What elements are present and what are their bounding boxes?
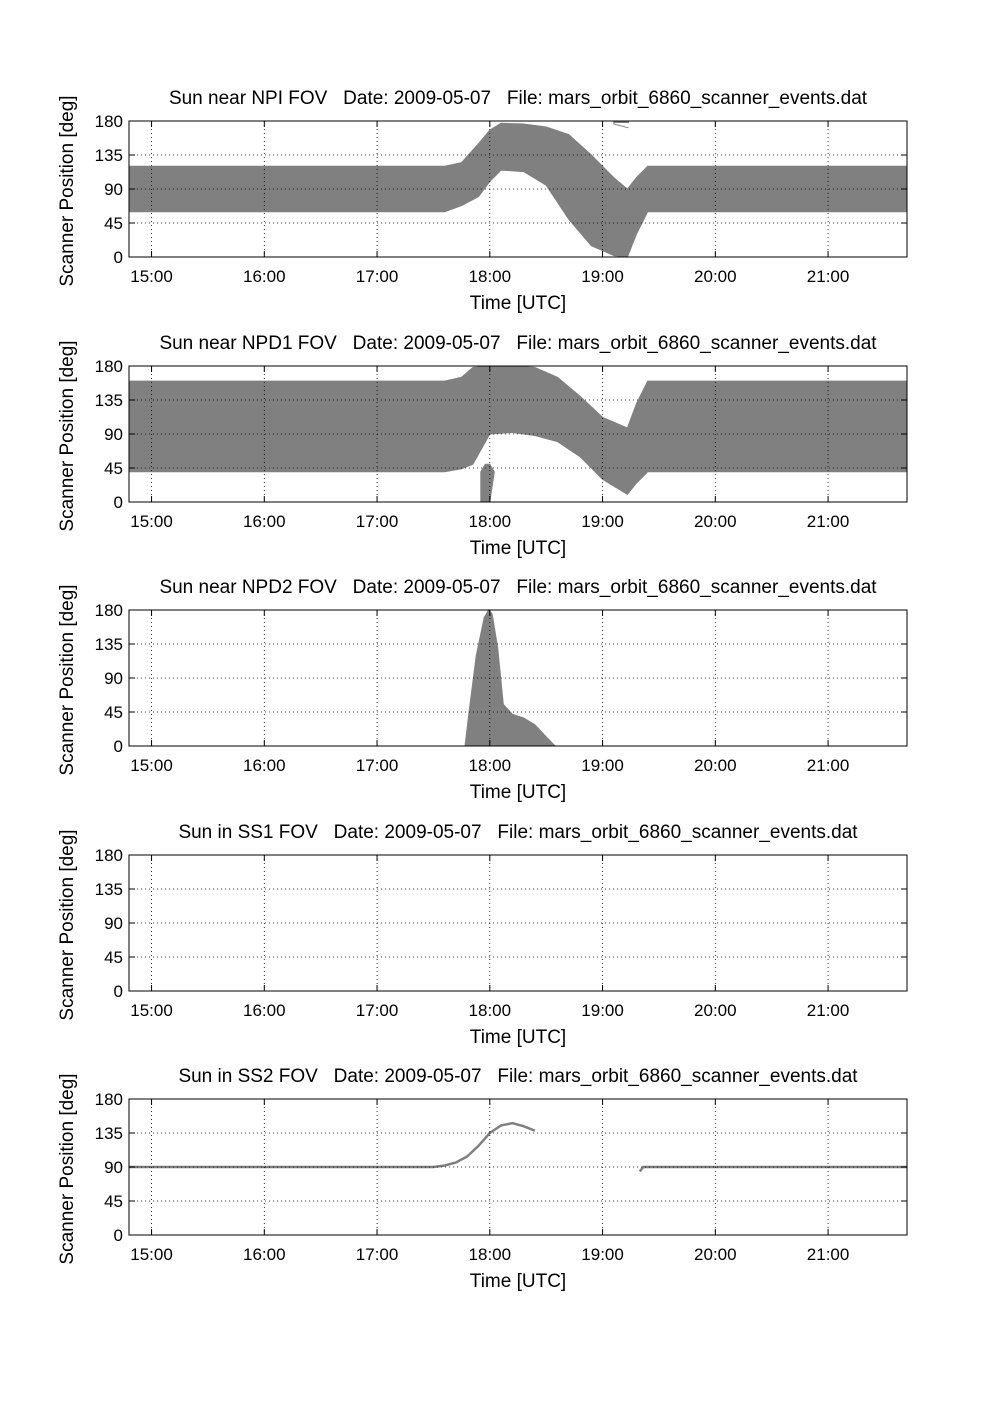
x-tick-label: 16:00 xyxy=(243,1001,286,1020)
x-tick-label: 18:00 xyxy=(468,1001,512,1020)
x-tick-label: 15:00 xyxy=(130,1245,173,1264)
y-tick-label: 45 xyxy=(104,214,123,233)
y-tick-label: 0 xyxy=(113,1226,123,1245)
x-tick-label: 17:00 xyxy=(355,756,399,775)
x-tick-label: 17:00 xyxy=(355,267,399,286)
y-tick-label: 45 xyxy=(104,1192,123,1211)
x-tick-label: 18:00 xyxy=(468,267,512,286)
y-axis-label: Scanner Position [deg] xyxy=(57,340,78,532)
y-tick-label: 0 xyxy=(113,982,123,1001)
x-tick-label: 16:00 xyxy=(243,1245,286,1264)
chart-title: Sun in SS1 FOV Date: 2009-05-07 File: mars_orbit_6860_scanner_events.dat xyxy=(178,822,858,843)
x-tick-label: 17:00 xyxy=(355,1001,399,1020)
x-tick-label: 20:00 xyxy=(694,512,737,531)
x-tick-label: 15:00 xyxy=(130,512,173,531)
x-tick-label: 21:00 xyxy=(806,512,850,531)
chart-panel-2 xyxy=(57,333,907,559)
chart-panel-3 xyxy=(57,577,907,803)
x-tick-label: 16:00 xyxy=(243,267,286,286)
y-tick-label: 135 xyxy=(94,146,123,165)
x-axis-label: Time [UTC] xyxy=(469,782,567,803)
y-tick-label: 0 xyxy=(113,493,123,512)
x-tick-label: 18:00 xyxy=(468,756,512,775)
x-tick-label: 21:00 xyxy=(806,267,850,286)
x-tick-label: 20:00 xyxy=(694,1001,737,1020)
x-tick-label: 21:00 xyxy=(806,1245,850,1264)
y-tick-label: 180 xyxy=(94,1090,123,1109)
y-tick-label: 45 xyxy=(104,459,123,478)
x-axis-label: Time [UTC] xyxy=(469,1271,567,1292)
chart-title: Sun in SS2 FOV Date: 2009-05-07 File: mars_orbit_6860_scanner_events.dat xyxy=(178,1066,858,1087)
chart-title: Sun near NPD2 FOV Date: 2009-05-07 File: mars_orbit_6860_scanner_events.dat xyxy=(159,577,877,598)
y-tick-label: 90 xyxy=(104,914,123,933)
x-tick-label: 17:00 xyxy=(355,1245,399,1264)
x-tick-label: 16:00 xyxy=(243,756,286,775)
chart-panel-4 xyxy=(57,822,907,1048)
chart-title: Sun near NPI FOV Date: 2009-05-07 File: mars_orbit_6860_scanner_events.dat xyxy=(168,88,868,109)
x-axis-label: Time [UTC] xyxy=(469,1027,567,1048)
y-tick-label: 90 xyxy=(104,1158,123,1177)
x-tick-label: 16:00 xyxy=(243,512,286,531)
y-tick-label: 45 xyxy=(104,948,123,967)
y-tick-label: 45 xyxy=(104,703,123,722)
x-tick-label: 19:00 xyxy=(581,267,624,286)
y-axis-label: Scanner Position [deg] xyxy=(57,95,78,287)
y-tick-label: 135 xyxy=(94,880,123,899)
y-tick-label: 90 xyxy=(104,669,123,688)
x-axis-label: Time [UTC] xyxy=(469,538,567,559)
y-tick-label: 180 xyxy=(94,601,123,620)
x-tick-label: 19:00 xyxy=(581,1245,624,1264)
y-axis-label: Scanner Position [deg] xyxy=(57,584,78,776)
x-tick-label: 18:00 xyxy=(468,512,512,531)
x-tick-label: 15:00 xyxy=(130,267,173,286)
y-tick-label: 90 xyxy=(104,180,123,199)
y-tick-label: 180 xyxy=(94,846,123,865)
y-tick-label: 135 xyxy=(94,1124,123,1143)
y-tick-label: 135 xyxy=(94,391,123,410)
x-tick-label: 19:00 xyxy=(581,1001,624,1020)
chart-panel-1 xyxy=(57,88,907,314)
x-tick-label: 20:00 xyxy=(694,756,737,775)
x-tick-label: 19:00 xyxy=(581,512,624,531)
y-tick-label: 180 xyxy=(94,112,123,131)
y-axis-label: Scanner Position [deg] xyxy=(57,1073,78,1265)
x-tick-label: 21:00 xyxy=(806,756,850,775)
x-tick-label: 18:00 xyxy=(468,1245,512,1264)
x-tick-label: 17:00 xyxy=(355,512,399,531)
x-tick-label: 21:00 xyxy=(806,1001,850,1020)
y-tick-label: 180 xyxy=(94,357,123,376)
y-tick-label: 0 xyxy=(113,248,123,267)
y-axis-label: Scanner Position [deg] xyxy=(57,829,78,1021)
x-tick-label: 15:00 xyxy=(130,1001,173,1020)
x-axis-label: Time [UTC] xyxy=(469,293,567,314)
chart-panel-5 xyxy=(57,1066,907,1292)
x-tick-label: 20:00 xyxy=(694,267,737,286)
x-tick-label: 19:00 xyxy=(581,756,624,775)
x-tick-label: 20:00 xyxy=(694,1245,737,1264)
y-tick-label: 0 xyxy=(113,737,123,756)
y-tick-label: 135 xyxy=(94,635,123,654)
chart-title: Sun near NPD1 FOV Date: 2009-05-07 File: mars_orbit_6860_scanner_events.dat xyxy=(159,333,877,354)
x-tick-label: 15:00 xyxy=(130,756,173,775)
y-tick-label: 90 xyxy=(104,425,123,444)
